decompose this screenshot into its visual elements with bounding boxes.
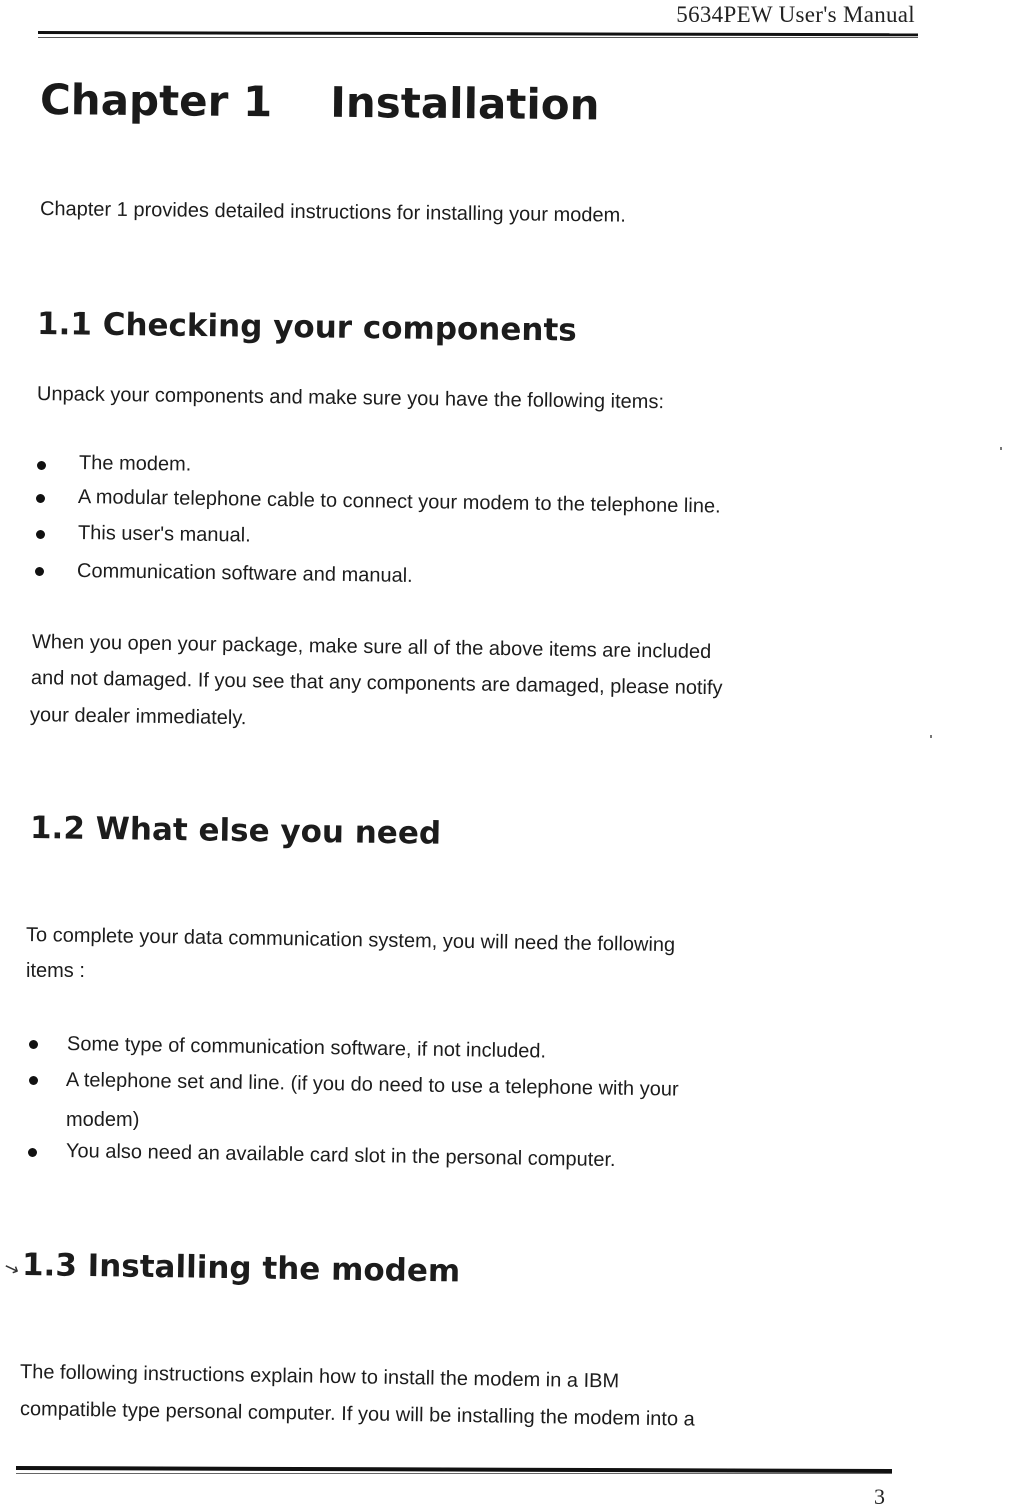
paragraph-line: When you open your package, make sure all of the above items are included [31, 631, 712, 664]
section-heading-1-2: 1.2 What else you need [29, 810, 442, 852]
section-heading-1-3: 1.3 Installing the modem [21, 1247, 461, 1290]
footer-rule [16, 1466, 892, 1473]
list-item: The modem. [78, 452, 192, 476]
paragraph-line: The following instructions explain how to install the modem in a IBM [19, 1361, 620, 1393]
bullet-dot [29, 1040, 38, 1049]
bullet-dot [29, 1076, 38, 1085]
footer-rule-thin [16, 1473, 892, 1474]
bullet-dot [37, 461, 46, 470]
paragraph-line: your dealer immediately. [29, 704, 247, 730]
header-rule [38, 31, 918, 36]
chapter-number: Chapter 1 [39, 75, 273, 127]
header-rule-thin [38, 37, 918, 38]
bullet-dot [28, 1148, 37, 1157]
list-item: Some type of communication software, if not included. [66, 1033, 547, 1063]
running-header: 5634PEW User's Manual [676, 2, 915, 27]
section-1-2-lead-line: To complete your data communication system, you will need the following [25, 924, 676, 957]
chapter-title [40, 75, 600, 129]
list-item: This user's manual. [77, 522, 251, 547]
page-number: 3 [874, 1484, 885, 1509]
scan-mark: ↘ [0, 1256, 23, 1281]
paragraph-line: compatible type personal computer. If you will be installing the modem into a [19, 1398, 695, 1431]
paragraph-line: and not damaged. If you see that any components are damaged, please notify [30, 667, 723, 700]
scan-speck [1000, 447, 1002, 450]
list-item: A telephone set and line. (if you do need to use a telephone with your [65, 1069, 679, 1101]
bullet-dot [35, 567, 44, 576]
list-item: Communication software and manual. [76, 560, 413, 587]
section-heading-1-1: 1.1 Checking your components [36, 306, 577, 349]
bullet-dot [36, 530, 45, 539]
list-item: A modular telephone cable to connect your modem to the telephone line. [77, 486, 721, 518]
scan-speck [930, 735, 932, 738]
section-1-1-lead: Unpack your components and make sure you have the following items: [36, 383, 665, 414]
section-1-2-lead-line: items : [26, 960, 85, 982]
list-item-continuation: modem) [66, 1109, 140, 1131]
chapter-intro: Chapter 1 provides detailed instructions for installing your modem. [39, 198, 626, 227]
chapter-name: Installation [330, 77, 600, 130]
list-item: You also need an available card slot in the personal computer. [65, 1140, 616, 1172]
bullet-dot [36, 494, 45, 503]
